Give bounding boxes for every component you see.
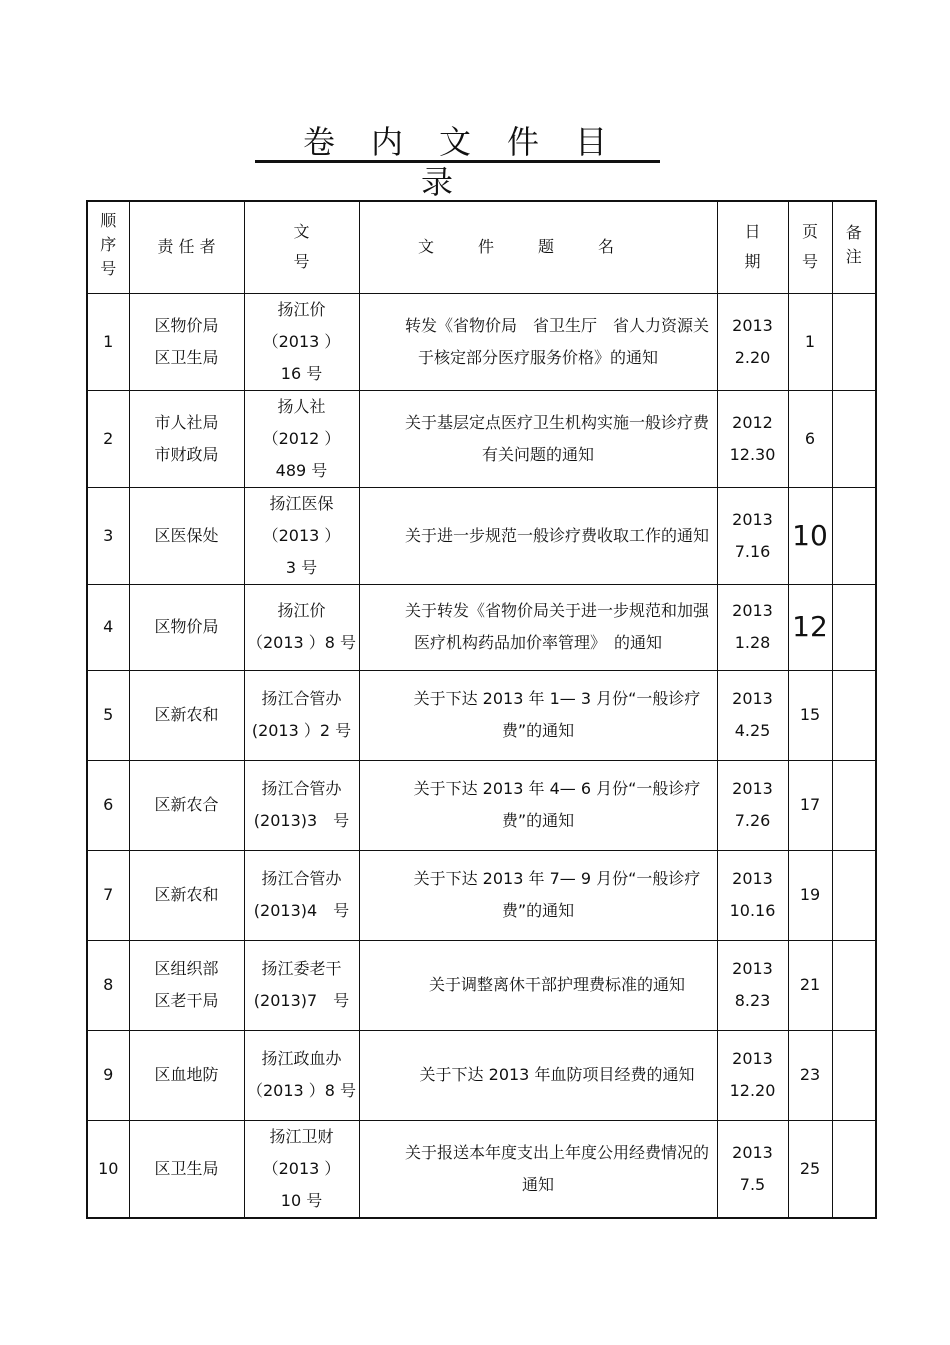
- header-doc-title: 文件题名: [359, 201, 717, 293]
- remark-cell: [832, 850, 876, 940]
- responsible-cell: 区组织部 区老干局: [129, 940, 244, 1030]
- doc-no-cell: 扬江委老干 (2013)7 号: [244, 940, 359, 1030]
- file-catalog-table: [86, 200, 877, 1219]
- date-cell: 2013 10.16: [717, 850, 788, 940]
- seq-cell: 1: [87, 293, 129, 390]
- doc-no-cell: 扬江合管办 (2013 ）2 号: [244, 670, 359, 760]
- page-cell: 15: [788, 670, 832, 760]
- remark-cell: [832, 760, 876, 850]
- remark-cell: [832, 390, 876, 487]
- responsible-cell: 区新农和: [129, 850, 244, 940]
- seq-cell: 3: [87, 487, 129, 584]
- table-row: [87, 293, 876, 390]
- doc-title-cell: 关于下达 2013 年 4— 6 月份“一般诊疗费”的通知: [359, 760, 717, 850]
- remark-cell: [832, 487, 876, 584]
- header-remark: 备 注: [832, 201, 876, 293]
- date-cell: 2013 7.26: [717, 760, 788, 850]
- doc-title-cell: 转发《省物价局 省卫生厅 省人力资源关于核定部分医疗服务价格》的通知: [359, 293, 717, 390]
- responsible-cell: 区医保处: [129, 487, 244, 584]
- doc-no-cell: 扬人社 （2012 ） 489 号: [244, 390, 359, 487]
- page-cell: 10: [788, 487, 832, 584]
- page-cell: 6: [788, 390, 832, 487]
- header-seq: 顺 序 号: [87, 201, 129, 293]
- doc-no-cell: 扬江合管办 (2013)3 号: [244, 760, 359, 850]
- header-responsible: 责 任 者: [129, 201, 244, 293]
- responsible-cell: 区新农合: [129, 760, 244, 850]
- table-row: [87, 760, 876, 850]
- doc-title-cell: 关于进一步规范一般诊疗费收取工作的通知: [359, 487, 717, 584]
- date-cell: 2013 2.20: [717, 293, 788, 390]
- doc-no-cell: 扬江价 （2013 ）8 号: [244, 584, 359, 670]
- seq-cell: 6: [87, 760, 129, 850]
- page-cell: 1: [788, 293, 832, 390]
- table-row: [87, 670, 876, 760]
- table-row: [87, 584, 876, 670]
- date-cell: 2013 12.20: [717, 1030, 788, 1120]
- doc-title-cell: 关于调整离休干部护理费标准的通知: [359, 940, 717, 1030]
- remark-cell: [832, 670, 876, 760]
- header-date: 日 期: [717, 201, 788, 293]
- page-cell: 17: [788, 760, 832, 850]
- page-cell: 23: [788, 1030, 832, 1120]
- remark-cell: [832, 1030, 876, 1120]
- table-row: [87, 1030, 876, 1120]
- seq-cell: 7: [87, 850, 129, 940]
- responsible-cell: 区物价局 区卫生局: [129, 293, 244, 390]
- seq-cell: 9: [87, 1030, 129, 1120]
- doc-no-cell: 扬江政血办 （2013 ）8 号: [244, 1030, 359, 1120]
- doc-title-cell: 关于转发《省物价局关于进一步规范和加强医疗机构药品加价率管理》 的通知: [359, 584, 717, 670]
- title-underline: [255, 160, 660, 163]
- doc-title-cell: 关于下达 2013 年 7— 9 月份“一般诊疗费”的通知: [359, 850, 717, 940]
- doc-no-cell: 扬江卫财 （2013 ） 10 号: [244, 1120, 359, 1218]
- table-row: [87, 940, 876, 1030]
- doc-no-cell: 扬江医保 （2013 ） 3 号: [244, 487, 359, 584]
- seq-cell: 8: [87, 940, 129, 1030]
- table-row: [87, 390, 876, 487]
- doc-title-cell: 关于下达 2013 年 1— 3 月份“一般诊疗费”的通知: [359, 670, 717, 760]
- date-cell: 2013 7.5: [717, 1120, 788, 1218]
- responsible-cell: 区新农和: [129, 670, 244, 760]
- seq-cell: 5: [87, 670, 129, 760]
- table-row: [87, 487, 876, 584]
- responsible-cell: 区物价局: [129, 584, 244, 670]
- page-cell: 12: [788, 584, 832, 670]
- header-doc-no: 文 号: [244, 201, 359, 293]
- responsible-cell: 区卫生局: [129, 1120, 244, 1218]
- doc-title-cell: 关于基层定点医疗卫生机构实施一般诊疗费有关问题的通知: [359, 390, 717, 487]
- page-cell: 19: [788, 850, 832, 940]
- remark-cell: [832, 584, 876, 670]
- seq-cell: 2: [87, 390, 129, 487]
- doc-title-cell: 关于报送本年度支出上年度公用经费情况的通知: [359, 1120, 717, 1218]
- table-row: [87, 1120, 876, 1218]
- date-cell: 2012 12.30: [717, 390, 788, 487]
- doc-title-cell: 关于下达 2013 年血防项目经费的通知: [359, 1030, 717, 1120]
- doc-no-cell: 扬江合管办 (2013)4 号: [244, 850, 359, 940]
- remark-cell: [832, 1120, 876, 1218]
- table-row: [87, 850, 876, 940]
- date-cell: 2013 7.16: [717, 487, 788, 584]
- remark-cell: [832, 293, 876, 390]
- seq-cell: 4: [87, 584, 129, 670]
- date-cell: 2013 1.28: [717, 584, 788, 670]
- responsible-cell: 区血地防: [129, 1030, 244, 1120]
- date-cell: 2013 4.25: [717, 670, 788, 760]
- page-cell: 25: [788, 1120, 832, 1218]
- remark-cell: [832, 940, 876, 1030]
- responsible-cell: 市人社局 市财政局: [129, 390, 244, 487]
- page-title: 卷内文件目录: [302, 123, 643, 201]
- header-page: 页 号: [788, 201, 832, 293]
- date-cell: 2013 8.23: [717, 940, 788, 1030]
- doc-no-cell: 扬江价 （2013 ） 16 号: [244, 293, 359, 390]
- seq-cell: 10: [87, 1120, 129, 1218]
- page-cell: 21: [788, 940, 832, 1030]
- header-row: [87, 201, 876, 293]
